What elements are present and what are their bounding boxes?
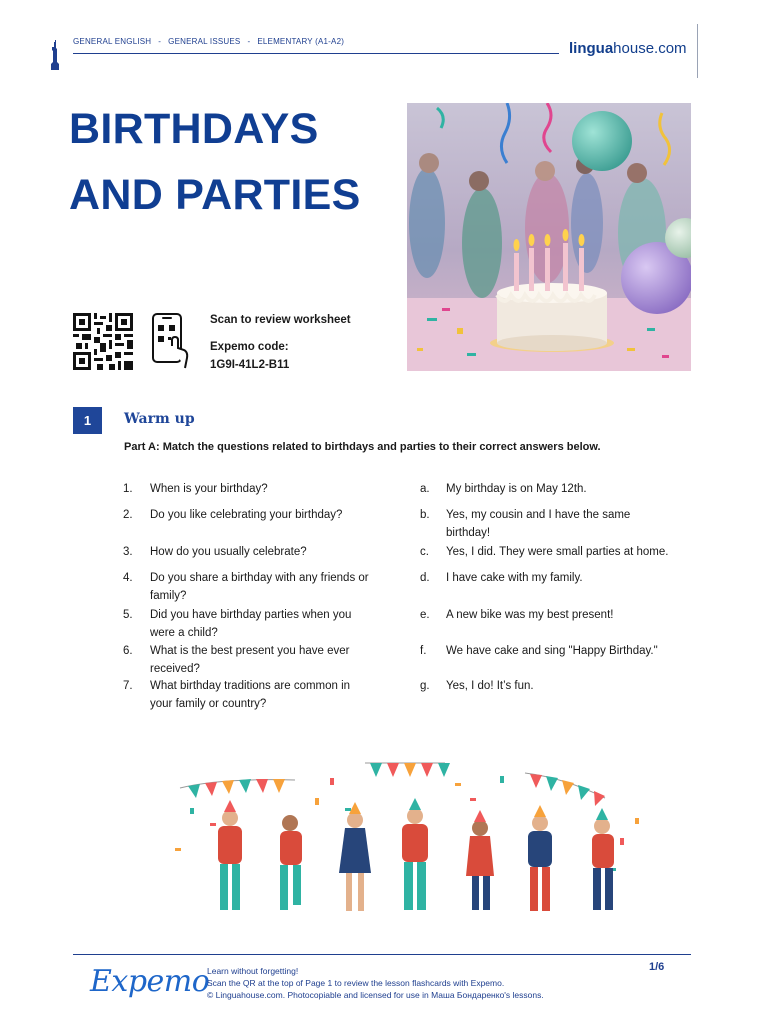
breadcrumb-level[interactable]: ELEMENTARY (A1-A2): [257, 37, 345, 46]
question-line: received?: [150, 663, 200, 675]
question-number: 7.: [123, 680, 133, 692]
breadcrumb: [73, 37, 344, 46]
expemo-code: 1G9I-41L2-B11: [210, 359, 290, 371]
header-divider: [73, 53, 559, 54]
answer-text: [446, 642, 696, 660]
question-line: your family or country?: [150, 698, 267, 710]
answer-text: [446, 480, 696, 498]
question-line: family?: [150, 590, 187, 602]
section-number-badge: 1: [73, 407, 102, 434]
footer-copyright: © Linguahouse.com. Photocopiable and licensed for use in Маша Бондаренко's lessons.: [207, 990, 544, 1000]
exercise-instruction: Part A: Match the questions related to birthdays and parties to their correct answers below.: [124, 441, 601, 453]
breadcrumb-course[interactable]: GENERAL ENGLISH: [73, 37, 152, 46]
breadcrumb-separator: -: [158, 37, 162, 46]
answer-text: [446, 506, 696, 542]
statue-of-liberty-icon: [49, 40, 61, 70]
answer-line: Yes, I do! It’s fun.: [446, 680, 534, 692]
question-number: 3.: [123, 546, 133, 558]
scan-instruction: Scan to review worksheet: [210, 314, 351, 326]
title-line-1: BIRTHDAYS: [69, 105, 319, 153]
question-number: 4.: [123, 572, 133, 584]
page-title: [69, 96, 399, 228]
answer-letter: g.: [420, 680, 430, 692]
question-text: [150, 543, 400, 561]
answer-letter: a.: [420, 483, 430, 495]
phone-scan-icon: [150, 312, 190, 372]
question-line: When is your birthday?: [150, 483, 268, 495]
answer-letter: c.: [420, 546, 429, 558]
answer-line: Yes, my cousin and I have the same: [446, 509, 631, 521]
question-text: [150, 606, 400, 642]
page-number: 1/6: [649, 961, 665, 973]
section-title: Warm up: [124, 411, 195, 427]
question-line: What birthday traditions are common in: [150, 680, 351, 692]
answer-text: [446, 677, 696, 695]
party-people-illustration: [150, 728, 650, 933]
qr-code-icon[interactable]: [73, 313, 133, 370]
question-text: [150, 506, 400, 524]
breadcrumb-topic[interactable]: GENERAL ISSUES: [168, 37, 241, 46]
answer-line: Yes, I did. They were small parties at home.: [446, 546, 669, 558]
answer-line: I have cake with my family.: [446, 572, 583, 584]
footer-scan-note: Scan the QR at the top of Page 1 to review the lesson flashcards with Expemo.: [207, 978, 505, 988]
question-number: 2.: [123, 509, 133, 521]
linguahouse-logo[interactable]: [569, 40, 687, 57]
breadcrumb-separator: -: [247, 37, 251, 46]
header-vertical-rule: [697, 24, 698, 78]
brand-bold: lingua: [569, 40, 614, 57]
question-number: 1.: [123, 483, 133, 495]
answer-letter: d.: [420, 572, 430, 584]
answer-line: My birthday is on May 12th.: [446, 483, 587, 495]
title-line-2: AND PARTIES: [69, 171, 361, 219]
answer-text: [446, 543, 696, 561]
question-text: [150, 569, 400, 605]
question-text: [150, 642, 400, 678]
brand-rest: house.com: [613, 40, 687, 57]
question-line: Do you like celebrating your birthday?: [150, 509, 343, 521]
question-line: were a child?: [150, 627, 218, 639]
answer-text: [446, 606, 696, 624]
question-line: How do you usually celebrate?: [150, 546, 307, 558]
expemo-code-label: Expemo code:: [210, 341, 289, 353]
question-line: Did you have birthday parties when you: [150, 609, 352, 621]
question-text: [150, 677, 400, 713]
footer-divider: [73, 954, 691, 955]
question-text: [150, 480, 400, 498]
answer-line: A new bike was my best present!: [446, 609, 614, 621]
footer-tagline: Learn without forgetting!: [207, 966, 299, 976]
question-line: What is the best present you have ever: [150, 645, 350, 657]
expemo-logo[interactable]: Expemo: [90, 964, 210, 999]
answer-line: We have cake and sing "Happy Birthday.": [446, 645, 658, 657]
answer-text: [446, 569, 696, 587]
question-line: Do you share a birthday with any friends or: [150, 572, 369, 584]
answer-letter: b.: [420, 509, 430, 521]
birthday-party-photo: [407, 103, 691, 371]
answer-letter: f.: [420, 645, 427, 657]
answer-letter: e.: [420, 609, 430, 621]
question-number: 5.: [123, 609, 133, 621]
answer-line: birthday!: [446, 527, 491, 539]
question-number: 6.: [123, 645, 133, 657]
